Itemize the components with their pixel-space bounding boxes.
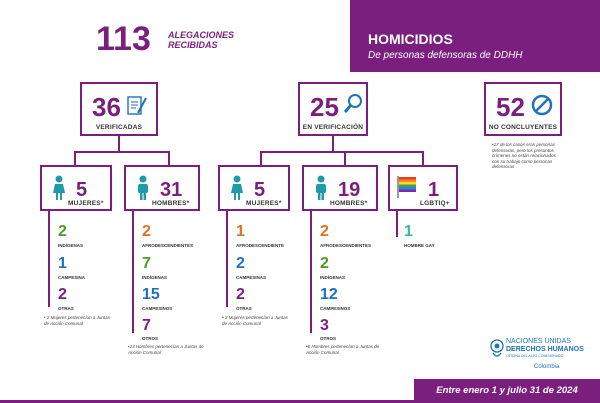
connector bbox=[422, 151, 424, 165]
inconclusive-box bbox=[484, 82, 562, 136]
iv-men-label: HOMBRES* bbox=[330, 200, 368, 207]
breakdown-value: 2 bbox=[58, 286, 67, 303]
connector bbox=[118, 136, 120, 152]
document-pen-icon bbox=[126, 94, 148, 118]
breakdown-value: 2 bbox=[58, 223, 67, 240]
v-women-box bbox=[40, 165, 112, 211]
breakdown-value: 7 bbox=[142, 317, 151, 334]
logo-line1: NACIONES UNIDAS bbox=[506, 338, 571, 345]
man-icon bbox=[136, 175, 150, 201]
logo-line2: DERECHOS HUMANOS bbox=[506, 346, 584, 353]
in-verification-box bbox=[298, 82, 368, 136]
total-count: 113 bbox=[96, 20, 151, 58]
breakdown-value: 2 bbox=[320, 223, 329, 240]
breakdown-value: 3 bbox=[320, 317, 329, 334]
breakdown-label: CAMPESINAS bbox=[236, 275, 267, 280]
breakdown-label: INDÍGENAS bbox=[58, 243, 84, 248]
breakdown-value: 2 bbox=[320, 255, 329, 272]
connector bbox=[132, 211, 134, 333]
breakdown-value: 7 bbox=[142, 255, 151, 272]
iv-men-count: 19 bbox=[338, 179, 361, 201]
un-human-rights-logo bbox=[490, 336, 590, 376]
breakdown-value: 2 bbox=[236, 286, 245, 303]
date-range-banner bbox=[414, 379, 600, 403]
total-label-line1: ALEGACIONES bbox=[168, 30, 235, 40]
iv-lgbti-label: LGBTIQ+ bbox=[420, 200, 450, 207]
connector bbox=[332, 136, 334, 152]
connector bbox=[310, 211, 312, 333]
connector bbox=[260, 151, 262, 165]
iv-women-label: MUJERES* bbox=[246, 200, 282, 207]
v-women-note: • 2 Mujeres pertenecían a Juntas de Acción Comunal bbox=[44, 315, 110, 326]
iv-men-note: •6 Hombres pertenecían a Juntas de Acción Comunal bbox=[306, 344, 380, 355]
connector bbox=[344, 151, 346, 165]
title-banner bbox=[350, 0, 600, 72]
inconclusive-label: NO CONCLUYENTES bbox=[488, 124, 558, 131]
logo-line3: OFICINA DEL ALTO COMISIONADO bbox=[506, 354, 564, 358]
breakdown-label: OTROS bbox=[142, 336, 159, 341]
v-men-note: •13 Hombres pertenecían a Juntas de Acción Comunal bbox=[128, 344, 204, 355]
verified-label: VERIFICADAS bbox=[95, 124, 143, 131]
v-women-label: MUJERES* bbox=[68, 200, 104, 207]
v-men-label: HOMBRES* bbox=[152, 200, 190, 207]
breakdown-label: AFRODESCENDIENTES bbox=[142, 243, 194, 248]
iv-men-box bbox=[302, 165, 378, 211]
v-men-count: 31 bbox=[160, 179, 183, 201]
inconclusive-count: 52 bbox=[496, 92, 525, 122]
breakdown-label: OTRAS bbox=[236, 306, 252, 311]
connector bbox=[396, 211, 398, 237]
breakdown-label: OTROS bbox=[320, 336, 337, 341]
iv-lgbti-count: 1 bbox=[428, 179, 440, 201]
connector bbox=[74, 151, 170, 153]
breakdown-value: 2 bbox=[236, 255, 245, 272]
breakdown-label: HOMBRE GAY bbox=[404, 243, 435, 248]
breakdown-label: CAMPESINA bbox=[58, 275, 86, 280]
breakdown-label: CAMPESINOS bbox=[320, 306, 351, 311]
breakdown-value: 1 bbox=[58, 255, 67, 272]
iv-women-note: • 3 Mujeres pertenecían a Juntas de Acción Comunal bbox=[222, 315, 288, 326]
breakdown-label: OTRAS bbox=[58, 306, 74, 311]
verified-count: 36 bbox=[92, 92, 121, 122]
breakdown-value: 1 bbox=[236, 223, 245, 240]
v-men-box bbox=[124, 165, 200, 211]
connector bbox=[260, 151, 424, 153]
man-icon bbox=[314, 175, 328, 201]
breakdown-value: 15 bbox=[142, 286, 160, 303]
breakdown-label: AFRODESCENDIENTES bbox=[320, 243, 372, 248]
magnifier-icon bbox=[342, 92, 364, 116]
breakdown-label: CAMPESINOS bbox=[142, 306, 173, 311]
breakdown-value: 2 bbox=[142, 223, 151, 240]
iv-lgbti-box bbox=[388, 165, 458, 211]
cancel-circle-icon bbox=[530, 93, 554, 117]
iv-women-box bbox=[218, 165, 290, 211]
total-label bbox=[168, 30, 234, 50]
in-verification-count: 25 bbox=[310, 92, 339, 122]
logo-country: Colombia bbox=[534, 364, 560, 370]
total-label-line2: RECIBIDAS bbox=[168, 40, 218, 50]
date-range: Entre enero 1 y julio 31 de 2024 bbox=[436, 385, 578, 396]
rainbow-flag-icon bbox=[396, 175, 418, 199]
un-emblem-icon bbox=[490, 338, 504, 360]
breakdown-value: 1 bbox=[404, 223, 413, 240]
page-title: HOMICIDIOS bbox=[368, 31, 453, 47]
breakdown-label: INDÍGENAS bbox=[142, 275, 168, 280]
woman-icon bbox=[230, 175, 244, 201]
breakdown-value: 12 bbox=[320, 286, 338, 303]
connector bbox=[74, 151, 76, 165]
woman-icon bbox=[52, 175, 66, 201]
breakdown-label: INDÍGENAS bbox=[320, 275, 346, 280]
page-subtitle: De personas defensoras de DDHH bbox=[368, 50, 523, 61]
breakdown-label: AFRODESCENDIENTE bbox=[236, 243, 285, 248]
inconclusive-note: •17 de los casos eran personas defensoras, pero los presuntos crímenes no están relacionados con su trabajo como personas defensoras bbox=[492, 142, 556, 169]
connector bbox=[168, 151, 170, 165]
v-women-count: 5 bbox=[76, 179, 88, 201]
connector bbox=[226, 211, 228, 307]
in-verification-label: EN VERIFICACIÓN bbox=[302, 124, 364, 131]
connector bbox=[48, 211, 50, 307]
verified-box bbox=[80, 82, 158, 136]
iv-women-count: 5 bbox=[254, 179, 266, 201]
